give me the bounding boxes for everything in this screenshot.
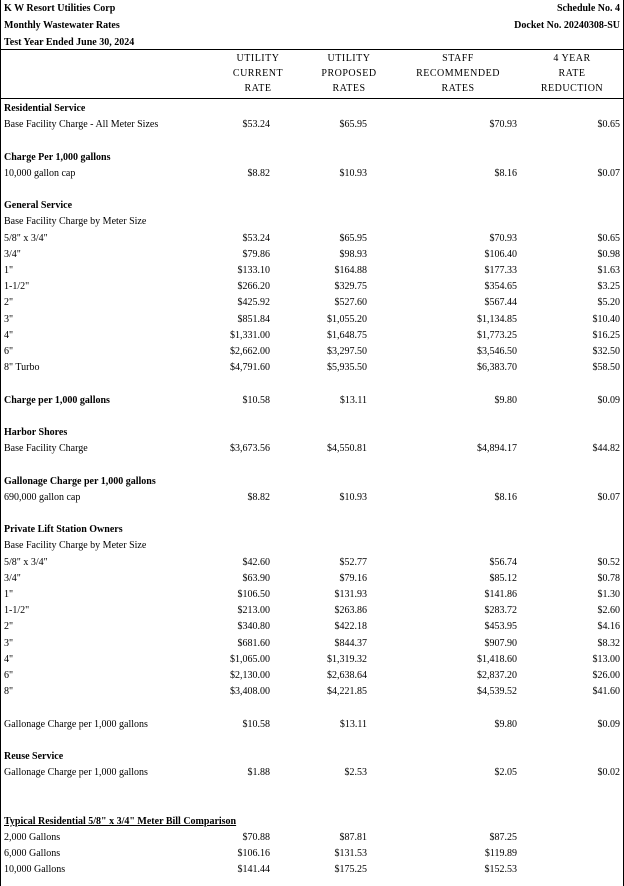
- current-rate-cell: $53.24: [242, 119, 270, 131]
- proposed-rate-cell: $175.25: [334, 864, 367, 876]
- staff-rate-cell: $119.89: [484, 848, 517, 860]
- section-heading: Charge Per 1,000 gallons: [4, 151, 111, 163]
- current-rate-cell: $79.86: [242, 248, 270, 260]
- current-rate-cell: $340.80: [237, 621, 270, 633]
- staff-rate-cell: $1,418.60: [477, 653, 517, 665]
- spacer-row: [1, 734, 623, 750]
- proposed-rate-cell: $329.75: [334, 281, 367, 293]
- header-line-2: [4, 19, 620, 32]
- reduction-cell: $3.25: [597, 281, 620, 293]
- reduction-cell: $1.63: [597, 265, 620, 276]
- table-row: [1, 556, 623, 572]
- row-label: Base Facility Charge - All Meter Sizes: [4, 119, 159, 131]
- staff-rate-cell: $87.25: [489, 832, 517, 843]
- column-header-proposed: UTILITY PROPOSED RATES: [321, 53, 377, 94]
- proposed-rate-cell: $1,319.32: [327, 653, 367, 665]
- row-label: 10,000 Gallons: [4, 864, 66, 876]
- proposed-rate-cell: $5,935.50: [327, 362, 367, 374]
- reduction-cell: $0.65: [597, 232, 620, 244]
- reduction-cell: $32.50: [592, 346, 620, 357]
- spacer-row: [1, 782, 623, 798]
- staff-rate-cell: $9.80: [494, 394, 517, 406]
- spacer-row: [1, 183, 623, 199]
- column-header-divider: [1, 98, 623, 99]
- row-label: 2": [4, 297, 14, 309]
- spacer-row: [1, 134, 623, 150]
- row-label: 4": [4, 653, 14, 665]
- docket-number: Docket No. 20240308-SU: [514, 20, 620, 31]
- row-label: Base Facility Charge by Meter Size: [4, 540, 147, 552]
- row-label: 2": [4, 621, 14, 633]
- proposed-rate-cell: $65.95: [339, 232, 367, 244]
- current-rate-cell: $133.10: [237, 265, 270, 276]
- proposed-rate-cell: $3,297.50: [327, 346, 367, 357]
- spacer-row: [1, 458, 623, 474]
- row-label: 1": [4, 265, 14, 276]
- proposed-rate-cell: $79.16: [339, 572, 367, 584]
- reduction-cell: $1.30: [597, 589, 620, 600]
- table-row: [1, 264, 623, 280]
- staff-rate-cell: $354.65: [484, 281, 517, 293]
- table-row: [1, 345, 623, 361]
- table-row: [1, 167, 623, 183]
- reduction-cell: $0.09: [597, 394, 620, 406]
- reduction-cell: $13.00: [592, 653, 620, 665]
- section-heading: Reuse Service: [4, 751, 64, 762]
- current-rate-cell: $106.50: [237, 589, 270, 600]
- section-heading: Typical Residential 5/8" x 3/4" Meter Bill Comparison: [4, 815, 237, 827]
- table-row: [1, 863, 623, 879]
- proposed-rate-cell: $87.81: [339, 832, 367, 843]
- proposed-rate-cell: $98.93: [339, 248, 367, 260]
- staff-rate-cell: $3,546.50: [477, 346, 517, 357]
- schedule-number: Schedule No. 4: [556, 3, 620, 14]
- table-row: [1, 248, 623, 264]
- staff-rate-cell: $85.12: [489, 572, 517, 584]
- proposed-rate-cell: $10.93: [339, 491, 367, 503]
- row-label: 3": [4, 313, 14, 325]
- reduction-cell: $0.52: [597, 556, 620, 568]
- staff-rate-cell: $8.16: [494, 491, 517, 503]
- staff-rate-cell: $1,134.85: [477, 313, 517, 325]
- staff-rate-cell: $6,383.70: [477, 362, 517, 374]
- row-label: 8": [4, 686, 14, 698]
- row-label: 8" Turbo: [4, 362, 40, 374]
- proposed-rate-cell: $422.18: [334, 621, 367, 633]
- proposed-rate-cell: $527.60: [334, 297, 367, 309]
- row-label: 5/8" x 3/4": [4, 556, 48, 568]
- table-row: [1, 313, 623, 329]
- section-heading: Charge per 1,000 gallons: [4, 394, 110, 406]
- reduction-cell: $41.60: [592, 686, 620, 698]
- current-rate-cell: $8.82: [247, 491, 270, 503]
- company-name: K W Resort Utilities Corp: [4, 3, 116, 14]
- table-row: [1, 588, 623, 604]
- proposed-rate-cell: $2.53: [344, 767, 367, 779]
- reduction-cell: $4.16: [597, 621, 620, 633]
- table-row: [1, 604, 623, 620]
- current-rate-cell: $141.44: [237, 864, 270, 876]
- current-rate-cell: $8.82: [247, 167, 270, 179]
- row-label: 6,000 Gallons: [4, 848, 61, 860]
- table-row: [1, 296, 623, 312]
- staff-rate-cell: $1,773.25: [477, 329, 517, 341]
- staff-rate-cell: $152.53: [484, 864, 517, 876]
- test-year: Test Year Ended June 30, 2024: [4, 37, 135, 48]
- current-rate-cell: $213.00: [237, 605, 270, 617]
- staff-rate-cell: $4,894.17: [477, 443, 517, 455]
- current-rate-cell: $681.60: [237, 637, 270, 649]
- row-label: 690,000 gallon cap: [4, 491, 81, 503]
- table-row: [1, 718, 623, 734]
- spacer-row: [1, 410, 623, 426]
- reduction-cell: $0.07: [597, 491, 620, 503]
- proposed-rate-cell: $10.93: [339, 167, 367, 179]
- column-header-staff: STAFF RECOMMENDED RATES: [416, 53, 500, 94]
- row-label: 10,000 gallon cap: [4, 167, 76, 179]
- row-label: 6": [4, 346, 14, 357]
- table-row: [1, 572, 623, 588]
- row-label: 5/8" x 3/4": [4, 232, 48, 244]
- row-label: 1-1/2": [4, 281, 30, 293]
- proposed-rate-cell: $131.93: [334, 589, 367, 600]
- staff-rate-cell: $177.33: [484, 265, 517, 276]
- reduction-cell: $0.02: [597, 767, 620, 779]
- section-row: [1, 102, 623, 118]
- document-title: Monthly Wastewater Rates: [4, 20, 120, 31]
- spacer-row: [1, 799, 623, 815]
- row-label: 3/4": [4, 248, 21, 260]
- reduction-cell: $10.40: [592, 313, 620, 325]
- section-heading: Residential Service: [4, 103, 86, 114]
- proposed-rate-cell: $13.11: [339, 718, 367, 730]
- current-rate-cell: $2,130.00: [230, 670, 270, 681]
- staff-rate-cell: $106.40: [484, 248, 517, 260]
- reduction-cell: $0.78: [597, 572, 620, 584]
- row-label: 6": [4, 670, 14, 681]
- staff-rate-cell: $56.74: [489, 556, 517, 568]
- current-rate-cell: $2,662.00: [230, 346, 270, 357]
- staff-rate-cell: $4,539.52: [477, 686, 517, 698]
- current-rate-cell: $266.20: [237, 281, 270, 293]
- proposed-rate-cell: $4,550.81: [327, 443, 367, 455]
- section-heading: Harbor Shores: [4, 427, 68, 438]
- current-rate-cell: $1,065.00: [230, 653, 270, 665]
- table-row: [1, 685, 623, 701]
- section-row: [1, 475, 623, 491]
- proposed-rate-cell: $13.11: [339, 394, 367, 406]
- table-row: [1, 847, 623, 863]
- reduction-cell: $16.25: [592, 329, 620, 341]
- staff-rate-cell: $9.80: [494, 718, 517, 730]
- section-row: [1, 750, 623, 766]
- staff-rate-cell: $2,837.20: [477, 670, 517, 681]
- spacer-row: [1, 701, 623, 717]
- row-label: Gallonage Charge per 1,000 gallons: [4, 718, 148, 730]
- table-row: [1, 539, 623, 555]
- current-rate-cell: $53.24: [242, 232, 270, 244]
- table-row: [1, 118, 623, 134]
- table-row: [1, 831, 623, 847]
- header-line-1: [4, 2, 620, 15]
- row-label: Base Facility Charge: [4, 443, 88, 455]
- current-rate-cell: $3,673.56: [230, 443, 270, 455]
- reduction-cell: $0.09: [597, 718, 620, 730]
- staff-rate-cell: $8.16: [494, 167, 517, 179]
- proposed-rate-cell: $52.77: [339, 556, 367, 568]
- current-rate-cell: $425.92: [237, 297, 270, 309]
- section-row: [1, 523, 623, 539]
- reduction-cell: $0.65: [597, 119, 620, 131]
- table-row: [1, 491, 623, 507]
- row-label: 1": [4, 589, 14, 600]
- staff-rate-cell: $283.72: [484, 605, 517, 617]
- current-rate-cell: $1,331.00: [230, 329, 270, 341]
- proposed-rate-cell: $4,221.85: [327, 686, 367, 698]
- current-rate-cell: $10.58: [242, 718, 270, 730]
- staff-rate-cell: $141.86: [484, 589, 517, 600]
- spacer-row: [1, 377, 623, 393]
- current-rate-cell: $42.60: [242, 556, 270, 568]
- section-heading: Private Lift Station Owners: [4, 524, 123, 536]
- current-rate-cell: $70.88: [242, 832, 270, 843]
- current-rate-cell: $1.88: [247, 767, 270, 779]
- reduction-cell: $8.32: [597, 637, 620, 649]
- section-heading: General Service: [4, 200, 73, 212]
- table-row: [1, 669, 623, 685]
- proposed-rate-cell: $263.86: [334, 605, 367, 617]
- table-row: [1, 637, 623, 653]
- table-row: [1, 766, 623, 782]
- section-row: [1, 151, 623, 167]
- section-row: [1, 815, 623, 831]
- reduction-cell: $0.07: [597, 167, 620, 179]
- reduction-cell: $58.50: [592, 362, 620, 374]
- proposed-rate-cell: $844.37: [334, 637, 367, 649]
- row-label: 3": [4, 637, 14, 649]
- staff-rate-cell: $70.93: [489, 232, 517, 244]
- section-row: [1, 199, 623, 215]
- reduction-cell: $0.98: [597, 248, 620, 260]
- current-rate-cell: $3,408.00: [230, 686, 270, 698]
- table-row: [1, 620, 623, 636]
- proposed-rate-cell: $1,055.20: [327, 313, 367, 325]
- reduction-cell: $5.20: [597, 297, 620, 309]
- staff-rate-cell: $907.90: [484, 637, 517, 649]
- reduction-cell: $2.60: [597, 605, 620, 617]
- header-divider: [1, 49, 623, 50]
- spacer-row: [1, 507, 623, 523]
- table-row: [1, 232, 623, 248]
- row-label: Base Facility Charge by Meter Size: [4, 216, 147, 228]
- staff-rate-cell: $567.44: [484, 297, 517, 309]
- table-row: [1, 215, 623, 231]
- proposed-rate-cell: $1,648.75: [327, 329, 367, 341]
- row-label: 1-1/2": [4, 605, 30, 617]
- table-row: [1, 329, 623, 345]
- reduction-cell: $44.82: [592, 443, 620, 455]
- section-heading: Gallonage Charge per 1,000 gallons: [4, 475, 156, 487]
- section-row: [1, 426, 623, 442]
- column-header-reduction: 4 YEAR RATE REDUCTION: [540, 53, 604, 94]
- row-label: 4": [4, 329, 14, 341]
- current-rate-cell: $106.16: [237, 848, 270, 860]
- header-line-3: [4, 36, 620, 49]
- table-row: [1, 361, 623, 377]
- section-row: [1, 394, 623, 410]
- table-row: [1, 653, 623, 669]
- staff-rate-cell: $70.93: [489, 119, 517, 131]
- row-label: 3/4": [4, 572, 21, 584]
- proposed-rate-cell: $164.88: [334, 265, 367, 276]
- current-rate-cell: $851.84: [237, 313, 270, 325]
- proposed-rate-cell: $65.95: [339, 119, 367, 131]
- current-rate-cell: $4,791.60: [230, 362, 270, 374]
- proposed-rate-cell: $131.53: [334, 848, 367, 860]
- table-row: [1, 442, 623, 458]
- column-header-current: UTILITY CURRENT RATE: [232, 53, 284, 94]
- reduction-cell: $26.00: [592, 670, 620, 681]
- table-row: [1, 280, 623, 296]
- row-label: Gallonage Charge per 1,000 gallons: [4, 767, 148, 779]
- row-label: 2,000 Gallons: [4, 832, 61, 843]
- staff-rate-cell: $453.95: [484, 621, 517, 633]
- current-rate-cell: $63.90: [242, 572, 270, 584]
- proposed-rate-cell: $2,638.64: [327, 670, 367, 681]
- staff-rate-cell: $2.05: [494, 767, 517, 779]
- current-rate-cell: $10.58: [242, 394, 270, 406]
